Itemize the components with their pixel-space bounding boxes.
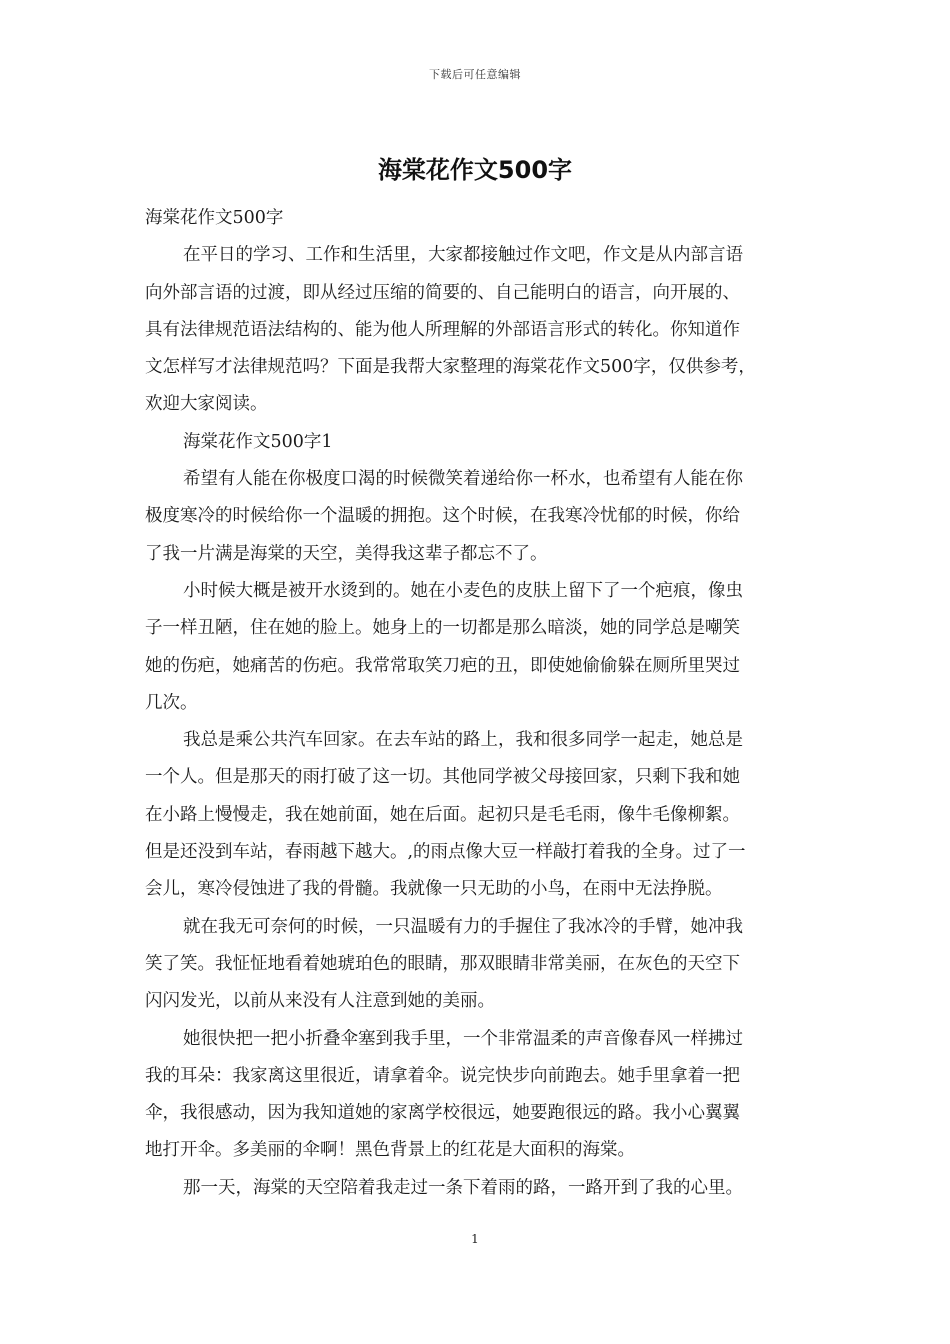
document-title: 海棠花作文500字: [377, 156, 573, 184]
text-line: 了我一片满是海棠的天空，美得我这辈子都忘不了。: [145, 543, 548, 564]
text-line: 海棠花作文500字: [145, 208, 284, 228]
page-number: 1: [471, 1232, 479, 1246]
text-line: 希望有人能在你极度口渴的时候微笑着递给你一杯水，也希望有人能在你: [183, 469, 743, 490]
text-line: 地打开伞。多美丽的伞啊！黑色背景上的红花是大面积的海棠。: [145, 1140, 635, 1161]
text-line: 她的伤疤，她痛苦的伤疤。我常常取笑刀疤的丑，即使她偷偷躲在厕所里哭过: [145, 655, 740, 676]
text-line: 但是还没到车站，春雨越下越大。,的雨点像大豆一样敲打着我的全身。过了一: [145, 842, 746, 863]
text-line: 极度寒冷的时候给你一个温暖的拥抱。这个时候，在我寒冷忧郁的时候，你给: [145, 506, 740, 527]
text-line: 就在我无可奈何的时候，一只温暖有力的手握住了我冰冷的手臂，她冲我: [183, 916, 743, 937]
text-line: 几次。: [145, 692, 198, 713]
text-line: 那一天，海棠的天空陪着我走过一条下着雨的路，一路开到了我的心里。: [183, 1177, 743, 1198]
text-line: 我的耳朵：我家离这里很近，请拿着伞。说完快步向前跑去。她手里拿着一把: [145, 1065, 740, 1086]
text-line: 向外部言语的过渡，即从经过压缩的简要的、自己能明白的语言，向开展的、: [145, 282, 740, 303]
text-line: 伞，我很感动，因为我知道她的家离学校很远，她要跑很远的路。我小心翼翼: [145, 1103, 740, 1124]
document-body: [145, 200, 821, 1207]
text-line: 子一样丑陋，住在她的脸上。她身上的一切都是那么暗淡，她的同学总是嘲笑: [145, 618, 740, 639]
text-line: 在小路上慢慢走，我在她前面，她在后面。起初只是毛毛雨，像牛毛像柳絮。: [145, 804, 740, 825]
text-line: 具有法律规范语法结构的、能为他人所理解的外部语言形式的转化。你知道作: [145, 319, 740, 340]
text-line: 欢迎大家阅读。: [145, 394, 268, 415]
text-line: 一个人。但是那天的雨打破了这一切。其他同学被父母接回家，只剩下我和她: [145, 767, 740, 788]
text-line: 闪闪发光，以前从来没有人注意到她的美丽。: [145, 991, 495, 1012]
text-line: 我总是乘公共汽车回家。在去车站的路上，我和很多同学一起走，她总是: [183, 730, 743, 751]
text-line: 在平日的学习、工作和生活里，大家都接触过作文吧，作文是从内部言语: [183, 245, 743, 266]
text-line: 会儿，寒冷侵蚀进了我的骨髓。我就像一只无助的小鸟，在雨中无法挣脱。: [145, 879, 723, 900]
text-line: 笑了笑。我怔怔地看着她琥珀色的眼睛，那双眼睛非常美丽，在灰色的天空下: [145, 953, 740, 974]
text-line: 海棠花作文500字1: [183, 431, 333, 452]
text-line: 小时候大概是被开水烫到的。她在小麦色的皮肤上留下了一个疤痕，像虫: [183, 580, 743, 601]
text-line: 她很快把一把小折叠伞塞到我手里，一个非常温柔的声音像春风一样拂过: [183, 1028, 743, 1049]
text-line: 文怎样写才法律规范吗？下面是我帮大家整理的海棠花作文500字，仅供参考，: [145, 357, 756, 378]
header-note: 下载后可任意编辑: [429, 68, 521, 81]
